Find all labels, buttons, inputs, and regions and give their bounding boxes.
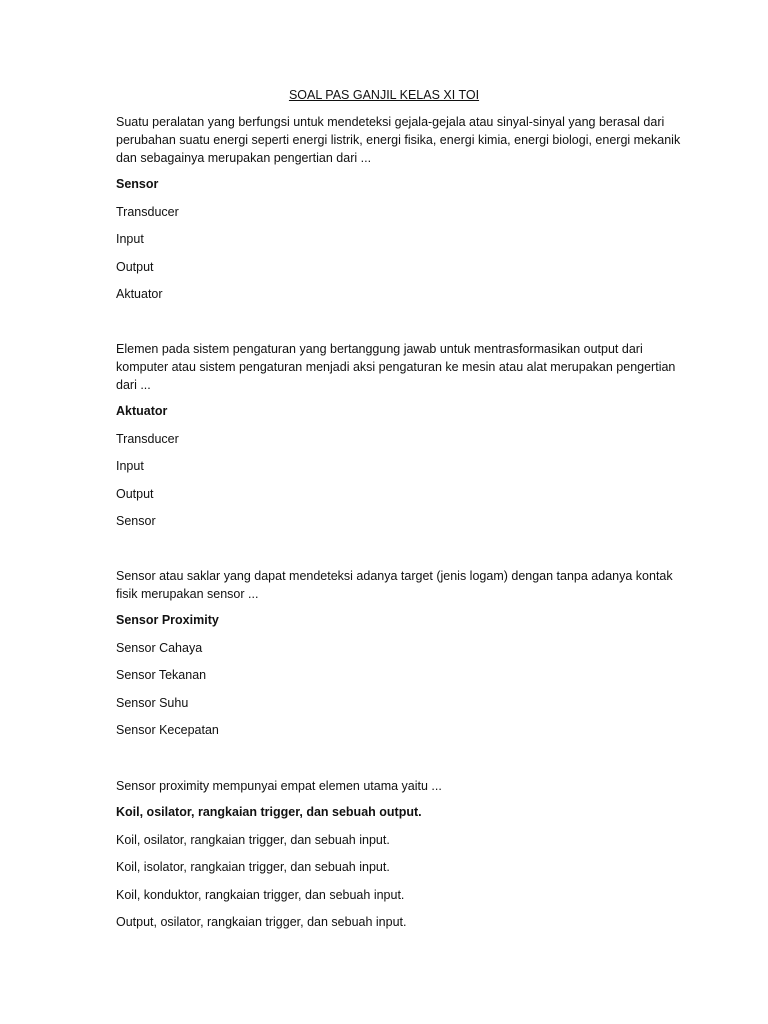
answer-option: Sensor Tekanan: [116, 668, 207, 682]
question-block-4: [116, 777, 696, 940]
answer-option: Sensor Cahaya: [116, 640, 203, 655]
question-text: Suatu peralatan yang berfungsi untuk mendeteksi gejala-gejala atau sinyal-sinyal yang berasal dari perubahan suatu energi seperti energi listrik, energi fisika, energi kimia, energi biologi, energi mekanik dan sebagainya merupakan pengertian dari ...: [116, 115, 681, 165]
answer-option: Sensor Kecepatan: [116, 723, 219, 737]
answer-option: Koil, konduktor, rangkaian trigger, dan sebuah input.: [116, 887, 405, 902]
question-text: Elemen pada sistem pengaturan yang bertanggung jawab untuk mentrasformasikan output dari komputer atau sistem pengaturan menjadi aksi pengaturan ke mesin atau alat merupakan pengertian dari ...: [116, 342, 676, 392]
answer-option: Sensor: [116, 514, 156, 528]
answer-option-correct: Sensor Proximity: [116, 613, 219, 627]
page-title: SOAL PAS GANJIL KELAS XI TOI: [288, 88, 480, 102]
question-block-1: [116, 113, 696, 312]
question-block-2: [116, 340, 696, 539]
answer-option-correct: Koil, osilator, rangkaian trigger, dan sebuah output.: [116, 805, 422, 819]
question-text: Sensor proximity mempunyai empat elemen utama yaitu ...: [116, 779, 442, 793]
question-text: Sensor atau saklar yang dapat mendeteksi adanya target (jenis logam) dengan tanpa adanya kontak fisik merupakan sensor ...: [116, 569, 673, 601]
answer-option: Input: [116, 232, 144, 246]
answer-option: Koil, osilator, rangkaian trigger, dan sebuah input.: [116, 832, 390, 847]
answer-option: Koil, isolator, rangkaian trigger, dan sebuah input.: [116, 860, 390, 874]
answer-option-correct: Aktuator: [116, 404, 168, 418]
answer-option: Sensor Suhu: [116, 695, 189, 710]
question-block-3: [116, 567, 696, 748]
answer-option: Transducer: [116, 431, 179, 446]
answer-option: Output: [116, 486, 154, 501]
answer-option: Input: [116, 459, 144, 473]
answer-option-correct: Sensor: [116, 177, 159, 191]
answer-option: Transducer: [116, 204, 179, 219]
answer-option: Aktuator: [116, 287, 163, 301]
answer-option: Output, osilator, rangkaian trigger, dan sebuah input.: [116, 915, 407, 929]
answer-option: Output: [116, 259, 154, 274]
